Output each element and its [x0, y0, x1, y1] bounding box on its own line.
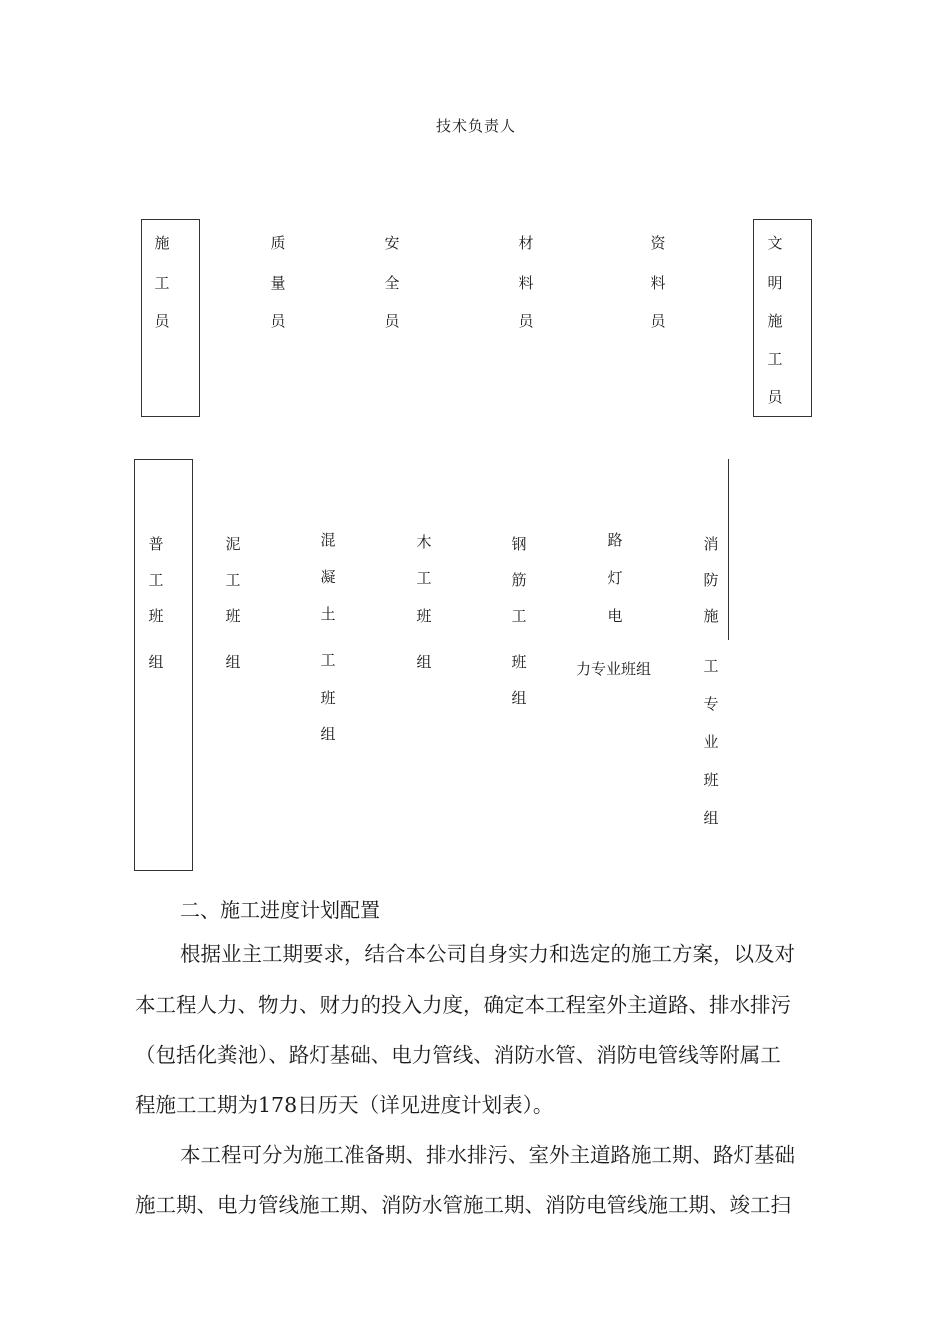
top-role-label: 技术负责人 — [436, 117, 517, 135]
fire-team-divider — [728, 459, 729, 640]
section-heading: 二、施工进度计划配置 — [180, 898, 380, 922]
paragraph1-line2: 本工程人力、物力、财力的投入力度，确定本工程室外主道路、排水排污 — [135, 993, 791, 1017]
paragraph2-line2: 施工期、电力管线施工期、消防水管施工期、消防电管线施工期、竣工扫 — [135, 1193, 791, 1217]
paragraph2-line1: 本工程可分为施工准备期、排水排污、室外主道路施工期、路灯基础 — [180, 1143, 795, 1167]
team-streetlight-tail: 力专业班组 — [576, 660, 652, 678]
paragraph1-line1: 根据业主工期要求，结合本公司自身实力和选定的施工方案，以及对 — [180, 942, 795, 966]
paragraph1-line4: 程施工工期为178日历天（详见进度计划表）。 — [135, 1093, 554, 1117]
paragraph1-line3: （包括化粪池）、路灯基础、电力管线、消防水管、消防电管线等附属工 — [135, 1043, 781, 1067]
